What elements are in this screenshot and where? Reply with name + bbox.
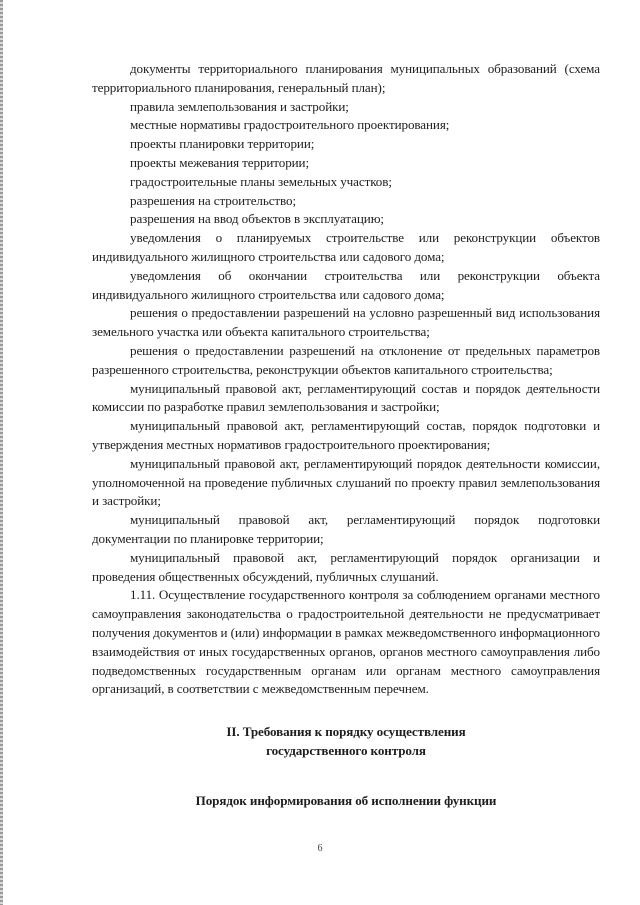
paragraph: муниципальный правовой акт, регламентирующий порядок подготовки документации по планировке территории; — [92, 512, 600, 546]
body-text — [92, 60, 600, 699]
paragraph: проекты межевания территории; — [130, 154, 309, 170]
paragraph: муниципальный правовой акт, регламентирующий порядок организации и проведения общественных обсуждений, публичных слушаний. — [92, 549, 600, 584]
paragraph: решения о предоставлении разрешений на отклонение от предельных параметров разрешенного строительства, реконструкции объектов капитального строительства; — [92, 342, 600, 377]
paragraph: муниципальный правовой акт, регламентирующий состав, порядок подготовки и утверждения местных нормативов градостроительного проектирования; — [92, 418, 600, 452]
paragraph: документы территориального планирования муниципальных образований (схема территориального планирования, генеральный план); — [92, 61, 600, 95]
page-number: 6 — [317, 843, 323, 854]
section-heading-line-1: II. Требования к порядку осуществления — [226, 724, 466, 740]
scan-edge — [0, 0, 3, 905]
paragraph: разрешения на ввод объектов в эксплуатацию; — [130, 211, 384, 227]
paragraph: разрешения на строительство; — [130, 192, 297, 208]
paragraph: 1.11. Осуществление государственного контроля за соблюдением органами местного самоуправления законодательства о градостроительной деятельности не предусматривает получения документов и (или) информации в рамках межведомственного информационного взаимодействия от иных государственных органов, органов местного самоуправления либо подведомственных государственным органам или органам местного самоуправления организаций, в соответствии с межведомственным перечнем. — [92, 587, 600, 697]
paragraph: решения о предоставлении разрешений на условно разрешенный вид использования земельного участка или объекта капитального строительства; — [92, 305, 600, 340]
subheading: Порядок информирования об исполнении функции — [195, 792, 497, 808]
paragraph: муниципальный правовой акт, регламентирующий порядок деятельности комиссии, уполномоченной на проведение публичных слушаний по проекту правил землепользования и застройки; — [92, 455, 600, 509]
paragraph: местные нормативы градостроительного проектирования; — [130, 117, 450, 133]
paragraph: уведомления об окончании строительства или реконструкции объекта индивидуального жилищного строительства или садового дома; — [92, 267, 600, 302]
paragraph: проекты планировки территории; — [130, 136, 315, 152]
paragraph: градостроительные планы земельных участков; — [130, 173, 392, 189]
document-page — [92, 60, 600, 810]
section-heading-line-2: государственного контроля — [266, 742, 426, 758]
section-heading — [92, 723, 600, 761]
paragraph: уведомления о планируемых строительстве или реконструкции объектов индивидуального жилищного строительства или садового дома; — [92, 230, 600, 264]
paragraph: муниципальный правовой акт, регламентирующий состав и порядок деятельности комиссии по разработке правил землепользования и застройки; — [92, 380, 600, 415]
paragraph: правила землепользования и застройки; — [130, 98, 349, 114]
